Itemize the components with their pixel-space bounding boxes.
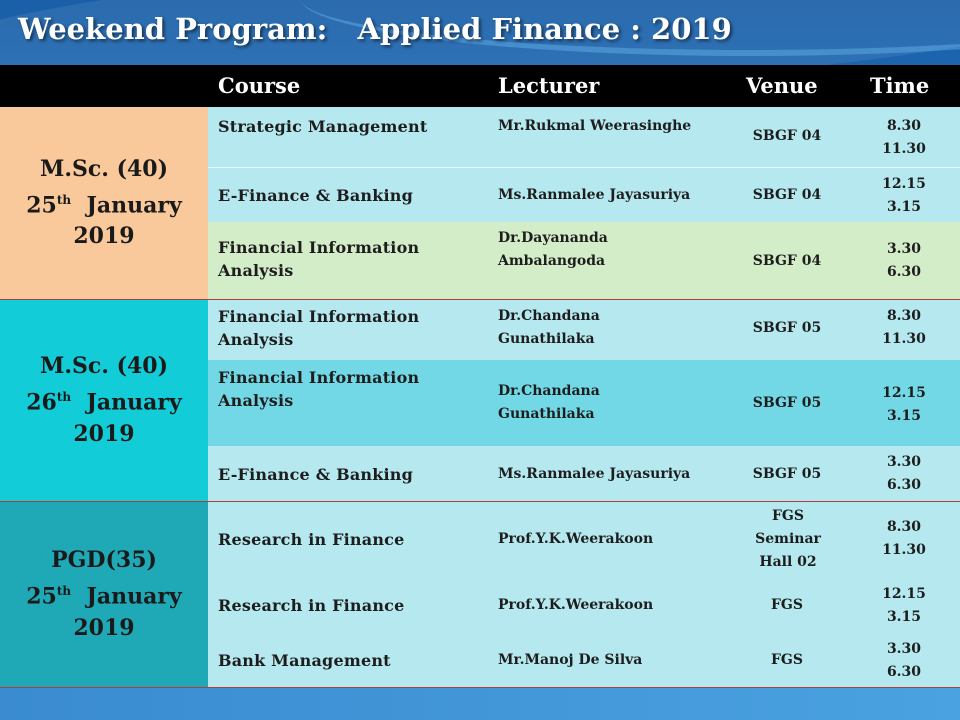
time-cell: 12.15 3.15 [882,176,926,215]
course-cell: Research in Finance [218,530,405,549]
lecturer-cell: Dr.Dayananda Ambalangoda [498,230,608,269]
lecturer-cell: Dr.Chandana Gunathilaka [498,308,600,347]
table-row [208,360,960,446]
time-cell: 8.30 11.30 [882,308,926,347]
time-cell: 12.15 3.15 [882,586,926,625]
table-row [208,633,960,688]
venue-cell: FGS [770,597,803,613]
group-program: PGD(35) [51,547,157,574]
header-course: Course [218,73,301,98]
group-date: 25th January [26,192,182,219]
footer-bar [0,688,960,720]
venue-cell: FGS [770,652,803,668]
course-cell: Strategic Management [218,117,428,136]
group-date: 26th January [26,389,182,416]
table-row [208,300,960,360]
header-venue: Venue [746,73,818,98]
group-program: M.Sc. (40) [39,353,169,380]
venue-cell: SBGF 04 [752,253,822,269]
lecturer-cell: Dr.Chandana Gunathilaka [498,383,600,422]
course-cell: E-Finance & Banking [218,186,414,205]
table-header [0,65,960,107]
table-row [208,222,960,300]
course-cell: Financial Information Analysis [218,238,420,280]
lecturer-cell: Ms.Ranmalee Jayasuriya [498,466,691,482]
group-cell [0,107,208,300]
course-cell: E-Finance & Banking [218,465,414,484]
time-cell: 12.15 3.15 [882,385,926,424]
lecturer-cell: Prof.Y.K.Weerakoon [498,531,654,547]
lecturer-cell: Prof.Y.K.Weerakoon [498,597,654,613]
course-cell: Research in Finance [218,596,405,615]
course-cell: Financial Information Analysis [218,307,420,349]
venue-cell: SBGF 05 [752,320,822,336]
group-cell [0,300,208,502]
group-program: M.Sc. (40) [39,155,169,182]
venue-cell: SBGF 04 [752,187,822,203]
course-cell: Bank Management [218,651,391,670]
time-cell: 3.30 6.30 [886,241,922,280]
time-cell: 8.30 11.30 [882,118,926,157]
group-year: 2019 [73,420,135,447]
group-year: 2019 [73,223,135,250]
time-cell: 3.30 6.30 [886,641,922,680]
course-cell: Financial Information Analysis [218,368,420,410]
header-time: Time [870,73,930,98]
venue-cell: SBGF 05 [752,395,822,411]
lecturer-cell: Ms.Ranmalee Jayasuriya [498,187,691,203]
group-date: 25th January [26,583,182,610]
table-row [208,446,960,502]
table-row [208,578,960,633]
group-cell [0,502,208,688]
venue-cell: FGS Seminar Hall 02 [755,508,821,570]
time-cell: 3.30 6.30 [886,454,922,493]
table-row [208,107,960,167]
table-row [208,502,960,578]
group-year: 2019 [73,614,135,641]
venue-cell: SBGF 05 [752,466,822,482]
lecturer-cell: Mr.Rukmal Weerasinghe [498,118,692,134]
lecturer-cell: Mr.Manoj De Silva [498,652,643,668]
table-row [208,167,960,222]
time-cell: 8.30 11.30 [882,519,926,558]
page-title: Weekend Program: Applied Finance : 2019 [18,12,732,46]
venue-cell: SBGF 04 [752,128,822,144]
header-lecturer: Lecturer [498,73,600,98]
